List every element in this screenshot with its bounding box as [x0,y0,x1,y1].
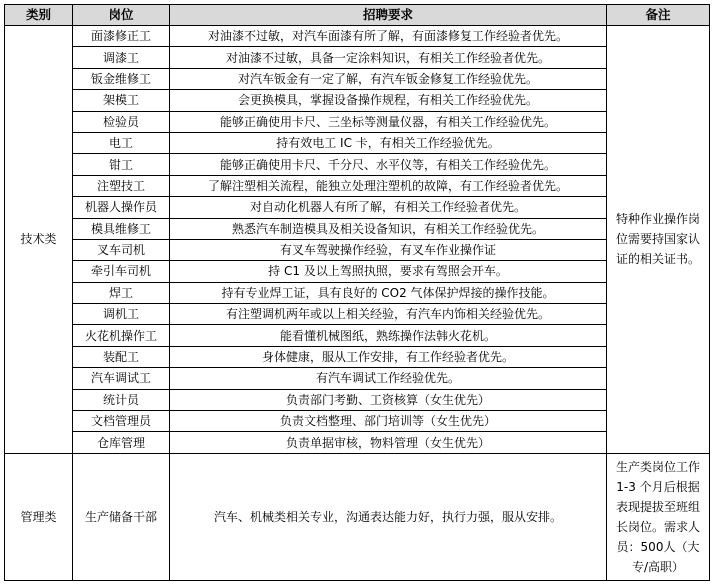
header-note: 备注 [607,5,710,26]
table-row [5,325,710,346]
header-row [5,5,710,26]
table-row [5,197,710,218]
requirement-cell: 负责单据审核，物料管理（女生优先） [170,432,607,453]
requirement-cell: 负责文档整理、部门培训等（女生优先） [170,411,607,432]
position-cell: 机器人操作员 [73,197,170,218]
position-cell: 统计员 [73,389,170,410]
table-row [5,175,710,196]
table-row [5,68,710,89]
table-row [5,26,710,47]
table-row [5,154,710,175]
position-cell: 火花机操作工 [73,325,170,346]
requirement-cell: 有叉车驾驶操作经验，有叉车作业操作证 [170,239,607,260]
position-cell: 文档管理员 [73,411,170,432]
table-row [5,389,710,410]
category-cell-management: 管理类 [5,453,73,580]
position-cell: 检验员 [73,111,170,132]
requirement-cell: 对油漆不过敏，对汽车面漆有所了解，有面漆修复工作经验者优先。 [170,26,607,47]
requirement-cell: 熟悉汽车制造模具及相关设备知识，有相关工作经验优先。 [170,218,607,239]
header-position: 岗位 [73,5,170,26]
requirement-cell: 能够正确使用卡尺、三坐标等测量仪器，有相关工作经验优先。 [170,111,607,132]
requirement-cell: 有注塑调机两年或以上相关经验，有汽车内饰相关经验优先。 [170,304,607,325]
requirement-cell: 对油漆不过敏，具备一定涂料知识，有相关工作经验者优先。 [170,47,607,68]
recruitment-table-wrapper [4,4,710,581]
management-section [5,453,710,580]
requirement-cell: 对自动化机器人有所了解，有相关工作经验者优先。 [170,197,607,218]
category-cell-technical: 技术类 [5,26,73,454]
table-row [5,132,710,153]
table-row [5,346,710,367]
position-cell: 注塑技工 [73,175,170,196]
position-cell: 钳工 [73,154,170,175]
table-row [5,304,710,325]
table-row [5,111,710,132]
position-cell: 牵引车司机 [73,261,170,282]
position-cell: 面漆修正工 [73,26,170,47]
requirement-cell: 持有效电工 IC 卡，有相关工作经验优先。 [170,132,607,153]
table-row [5,453,710,580]
requirement-cell: 持 C1 及以上驾照执照，要求有驾照会开车。 [170,261,607,282]
table-row [5,411,710,432]
requirement-cell: 会更换模具，掌握设备操作规程，有相关工作经验优先。 [170,90,607,111]
table-row [5,218,710,239]
requirement-cell: 能看懂机械图纸，熟练操作法韩火花机。 [170,325,607,346]
position-cell: 调漆工 [73,47,170,68]
table-row [5,261,710,282]
requirement-cell: 负责部门考勤、工资核算（女生优先） [170,389,607,410]
position-cell: 生产储备干部 [73,453,170,580]
requirement-cell: 持有专业焊工证，具有良好的 CO2 气体保护焊接的操作技能。 [170,282,607,303]
table-row [5,368,710,389]
position-cell: 装配工 [73,346,170,367]
position-cell: 架模工 [73,90,170,111]
table-row [5,239,710,260]
note-cell-technical: 特种作业操作岗位需要持国家认证的相关证书。 [607,26,710,454]
table-row [5,47,710,68]
table-row [5,282,710,303]
header-requirement: 招聘要求 [170,5,607,26]
note-cell-management: 生产类岗位工作 1-3 个月后根据表现提拔至班组长岗位。需求人员：500人（大专/高职） [607,453,710,580]
position-cell: 叉车司机 [73,239,170,260]
table-row [5,90,710,111]
position-cell: 调机工 [73,304,170,325]
recruitment-table [4,4,710,581]
position-cell: 电工 [73,132,170,153]
requirement-cell: 能够正确使用卡尺、千分尺、水平仪等，有相关工作经验优先。 [170,154,607,175]
header-category: 类别 [5,5,73,26]
requirement-cell: 对汽车钣金有一定了解，有汽车钣金修复工作经验优先。 [170,68,607,89]
position-cell: 焊工 [73,282,170,303]
requirement-cell: 了解注塑相关流程，能独立处理注塑机的故障，有工作经验者优先。 [170,175,607,196]
table-row [5,432,710,453]
position-cell: 仓库管理 [73,432,170,453]
technical-section [5,26,710,454]
requirement-cell: 身体健康，服从工作安排，有工作经验者优先。 [170,346,607,367]
position-cell: 汽车调试工 [73,368,170,389]
position-cell: 模具维修工 [73,218,170,239]
requirement-cell: 汽车、机械类相关专业，沟通表达能力好，执行力强，服从安排。 [170,453,607,580]
position-cell: 钣金维修工 [73,68,170,89]
requirement-cell: 有汽车调试工作经验优先。 [170,368,607,389]
